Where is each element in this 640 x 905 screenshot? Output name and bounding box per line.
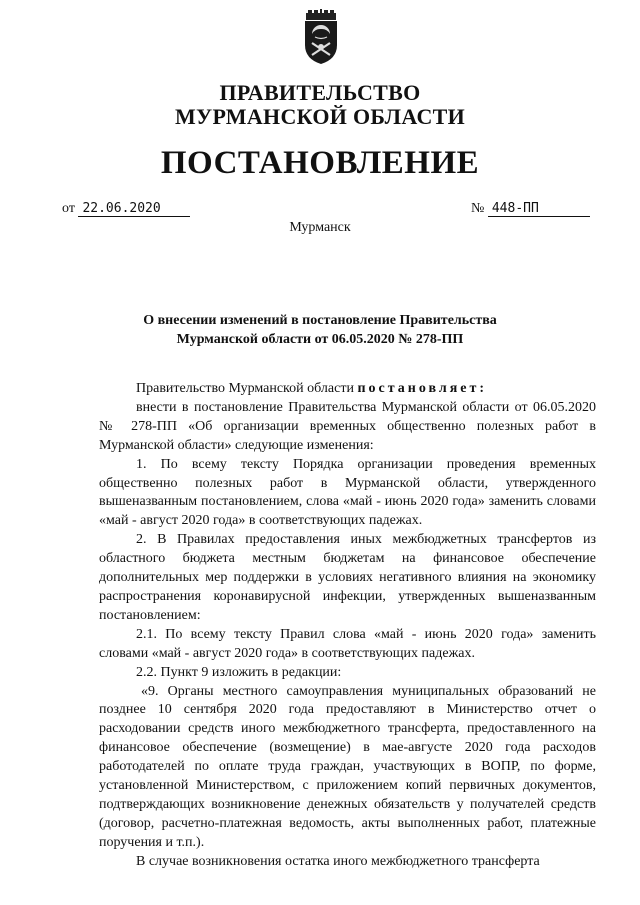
paragraph: В случае возникновения остатка иного межбюджетного трансферта [136, 853, 540, 869]
document-date [62, 201, 190, 217]
document-type: ПОСТАНОВЛЕНИЕ [160, 145, 480, 181]
coat-of-arms-icon [303, 9, 339, 65]
paragraph: 1. По всему тексту Порядка организации проведения временных общественно полезных работ в Мурманской области, утвержденного вышеназванным постановлением, слова «май - июнь 2020 года» заменить словами «май - август 2020 года» в соответствующих падежах. [99, 456, 596, 529]
intro-text: Правительство Мурманской области [136, 381, 358, 396]
intro-paragraph [99, 380, 596, 399]
paragraph: 2.2. Пункт 9 изложить в редакции: [136, 664, 342, 680]
subject-line1: О внесении изменений в постановление Правительства [143, 313, 497, 328]
quoted-paragraph: «9. Органы местного самоуправления муниципальных образований не позднее 10 сентября 2020 года предоставляют в Министерство отчет о расходовании средств иного межбюджетного трансферта, предоставленного на финансовое обеспечение (возмещение) в мае-августе 2020 года расходов работодателей по оплате труда граждан, участвующих в ВОПР, по форме, установленной Министерством, с приложением копий первичных документов, подтверждающих возникновение денежных обязательств у получателей средств (договор, расчетно-платежная ведомость, акты выполненных работ, платежные поручения и т.п.). [99, 683, 596, 850]
org-name-line2: МУРМАНСКОЙ ОБЛАСТИ [174, 104, 466, 129]
subject-line2: Мурманской области от 06.05.2020 № 278-ПП [176, 332, 464, 347]
paragraph: 2. В Правилах предоставления иных межбюджетных трансфертов из областного бюджета местным бюджетам на финансовое обеспечение дополнительных мер поддержки в условиях негативного влияния на экономику распространения коронавирусной инфекции, утвержденных вышеназванным постановлением: [99, 532, 596, 623]
decree-keyword: постановляет: [357, 381, 488, 396]
paragraph: внести в постановление Правительства Мурманской области от 06.05.2020 № 278-ПП «Об организации временных общественно полезных работ в Мурманской области» следующие изменения: [99, 399, 596, 453]
date-value: 22.06.2020 [78, 201, 190, 217]
document-number [471, 201, 590, 217]
number-value: 448-ПП [488, 201, 590, 217]
number-sign: № [471, 201, 485, 216]
paragraph: 2.1. По всему тексту Правил слова «май - июнь 2020 года» заменить словами «май - август 2020 года» в соответствующих падежах. [99, 626, 596, 661]
org-name-line1: ПРАВИТЕЛЬСТВО [219, 80, 421, 105]
document-body [99, 380, 596, 872]
date-prefix: от [62, 201, 75, 216]
city: Мурманск [289, 220, 351, 235]
document-subject [0, 311, 640, 349]
